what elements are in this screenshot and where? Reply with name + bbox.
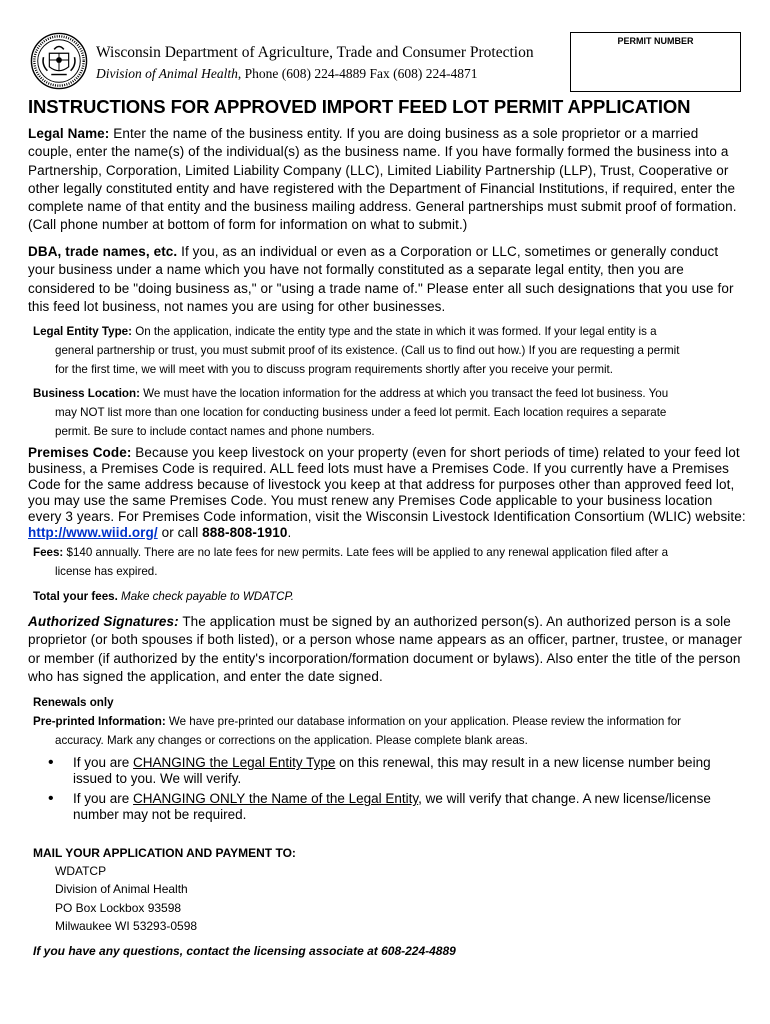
legal-entity-type-label: Legal Entity Type: xyxy=(33,325,132,338)
legal-entity-type-line3: for the first time, we will meet with you to discuss program requirements shortly after you receive your permit. xyxy=(55,363,613,376)
contact-phones: , Phone (608) 224-4889 Fax (608) 224-4871 xyxy=(237,66,478,81)
wiid-website-link[interactable]: http://www.wiid.org/ xyxy=(28,525,158,540)
bullet-icon: • xyxy=(48,790,54,807)
business-location-label: Business Location: xyxy=(33,387,140,400)
list-item xyxy=(48,791,738,823)
fees-section xyxy=(33,543,743,581)
premises-code-label: Premises Code: xyxy=(28,445,132,460)
business-location-section xyxy=(33,384,743,441)
preprinted-label: Pre-printed Information: xyxy=(33,715,166,728)
list-item xyxy=(48,755,738,787)
mail-heading: MAIL YOUR APPLICATION AND PAYMENT TO: xyxy=(33,846,296,860)
legal-name-label: Legal Name: xyxy=(28,126,110,141)
signatures-text: The application must be signed by an authorized person(s). An authorized person is a sole proprietor (or both spouses if both listed), or a person whose name appears as an officer, partner, trustee, or manager or member (if authorized by the entity's incorporation/formation document or bylaws). Also enter the title of the person who has signed the application, and enter the date signed. xyxy=(28,614,743,684)
contact-footer: If you have any questions, contact the licensing associate at 608-224-4889 xyxy=(33,944,456,958)
legal-entity-type-line2: general partnership or trust, you must submit proof of its existence. (Call us to find out how.) If you are requesting a permit xyxy=(55,344,680,357)
business-location-line2: may NOT list more than one location for conducting business under a feed lot permit. Each location requires a separate xyxy=(55,406,667,419)
legal-entity-type-line1: On the application, indicate the entity type and the state in which it was formed. If your legal entity is a xyxy=(132,325,657,338)
renewals-heading: Renewals only xyxy=(33,696,114,709)
dba-section xyxy=(28,243,746,316)
fees-label: Fees: xyxy=(33,546,64,559)
bullet-post: , we will verify that change. A new license/license number may not be required. xyxy=(73,791,711,822)
premises-code-section xyxy=(28,445,746,541)
signatures-section xyxy=(28,613,746,686)
total-fees-label: Total your fees. xyxy=(33,590,118,603)
wlic-phone: 888-808-1910 xyxy=(202,525,288,540)
fees-line1: $140 annually. There are no late fees for new permits. Late fees will be applied to any renewal application filed after a xyxy=(63,546,669,559)
bullet-underlined: CHANGING ONLY the Name of the Legal Entity xyxy=(133,791,419,806)
permit-number-label: PERMIT NUMBER xyxy=(617,36,694,46)
permit-number-box[interactable] xyxy=(570,32,741,92)
signatures-label: Authorized Signatures: xyxy=(28,614,179,629)
mailing-address xyxy=(55,862,197,935)
bullet-post: on this renewal, this may result in a new license number being issued to you. We will verify. xyxy=(73,755,711,786)
total-fees-section xyxy=(33,587,743,606)
bullet-underlined: CHANGING the Legal Entity Type xyxy=(133,755,336,770)
address-line: Milwaukee WI 53293-0598 xyxy=(55,918,198,933)
page-title: INSTRUCTIONS FOR APPROVED IMPORT FEED LOT PERMIT APPLICATION xyxy=(28,96,691,117)
preprinted-line2: accuracy. Mark any changes or corrections on the application. Please complete blank areas. xyxy=(55,734,528,747)
business-location-line1: We must have the location information for the address at which you transact the feed lot business. You xyxy=(139,387,669,400)
wisconsin-seal-icon xyxy=(30,32,88,90)
division-name: Division of Animal Health xyxy=(96,66,238,81)
total-fees-text: Make check payable to WDATCP. xyxy=(117,590,294,603)
dba-label: DBA, trade names, etc. xyxy=(28,244,178,259)
premises-code-text: Because you keep livestock on your property (even for short periods of time) related to your feed lot business, a Premises Code is required. ALL feed lots must have a Premises Code. If you currently have a Premises Code for the same address because of livestock you keep at that address for purposes other than approved feed lot, you may use the same Premises Code. You must renew any Premises Code applicable to your business location every 3 years. For Premises Code information, visit the Wisconsin Livestock Identification Consortium (WLIC) website: xyxy=(28,445,746,524)
preprinted-line1: We have pre-printed our database information on your application. Please review the information for xyxy=(165,715,682,728)
bullet-pre: If you are xyxy=(73,755,134,770)
address-line: Division of Animal Health xyxy=(55,882,188,897)
renewals-section xyxy=(33,693,743,750)
business-location-line3: permit. Be sure to include contact names and phone numbers. xyxy=(55,425,375,438)
division-contact xyxy=(96,66,477,82)
agency-name: Wisconsin Department of Agriculture, Trade and Consumer Protection xyxy=(96,44,534,61)
address-line: PO Box Lockbox 93598 xyxy=(55,900,182,915)
legal-name-section xyxy=(28,125,746,235)
dba-text: If you, as an individual or even as a Corporation or LLC, sometimes or generally conduct your business under a name which you have not formally constituted as a separate legal entity, then you are considered to be "doing business as," or "using a trade name of." Please enter all such designations that you use for this feed lot business, not names you are using for other businesses. xyxy=(28,244,734,314)
premises-end: . xyxy=(287,525,292,540)
legal-name-text: Enter the name of the business entity. If you are doing business as a sole proprietor or a married couple, enter the name(s) of the individual(s) as the business name. If you have formally formed the business into a Partnership, Corporation, Limited Liability Company (LLC), Limited Liability Partnership (LLP), Trust, Cooperative or other legally constituted entity and have registered with the Department of Financial Institutions, if required, enter the complete name of that entity and the business mailing address. General partnerships must submit proof of formation. (Call phone number at bottom of form for information on what to submit.) xyxy=(28,126,737,233)
legal-entity-type-section xyxy=(33,322,743,379)
fees-line2: license has expired. xyxy=(55,565,158,578)
bullet-pre: If you are xyxy=(73,791,134,806)
premises-call-text: or call xyxy=(157,525,203,540)
renewal-bullets xyxy=(48,755,738,827)
address-line: WDATCP xyxy=(55,864,107,878)
bullet-icon: • xyxy=(48,754,54,771)
